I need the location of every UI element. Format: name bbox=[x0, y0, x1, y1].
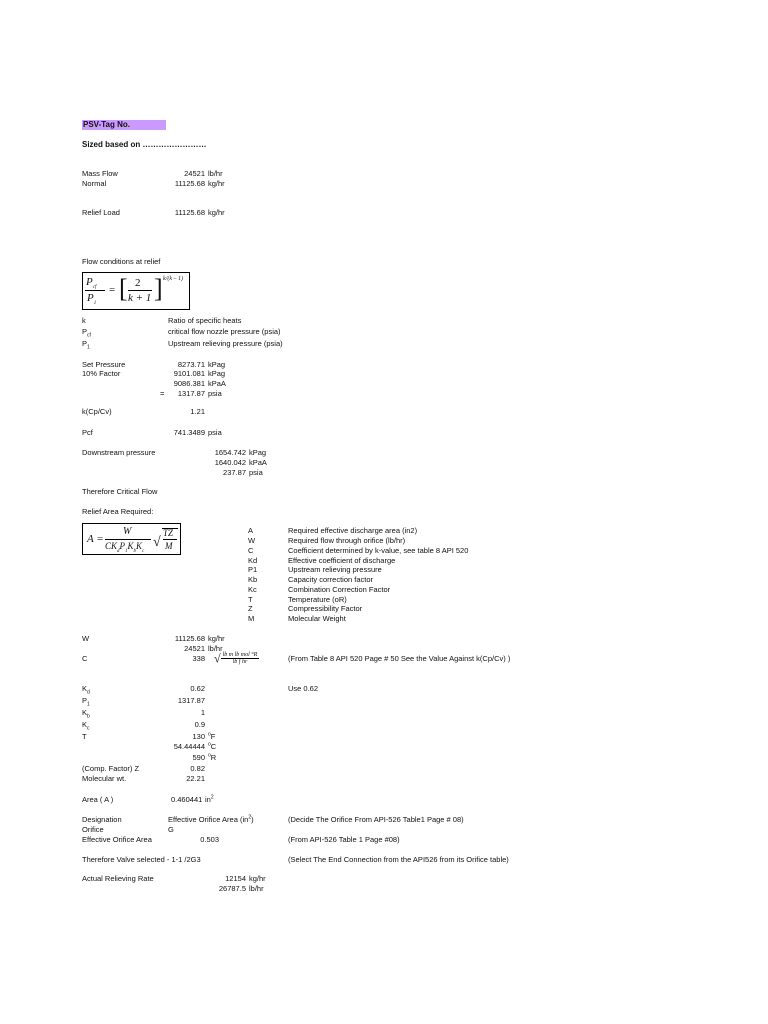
kd-note: Use 0.62 bbox=[288, 684, 319, 693]
eff-area-heading-exp: 2 bbox=[248, 814, 252, 821]
z-label: (Comp. Factor) Z bbox=[82, 764, 140, 773]
psia-unit: psia bbox=[208, 389, 222, 398]
t-r-unit: R bbox=[210, 753, 217, 762]
downstream-psia: 237.87 bbox=[223, 468, 246, 477]
downstream-kpag: 1654.742 bbox=[214, 448, 246, 457]
eff-area-note: (From API-526 Table 1 Page #08) bbox=[288, 835, 400, 844]
c-unit-formula: √ $\frac{\text{lb m lb mol °R}}{\text{lb f hr}}$ bbox=[214, 651, 258, 666]
legend-sym: Kc bbox=[248, 585, 257, 594]
valve-note: (Select The End Connection from the API526 from its Orifice table) bbox=[288, 855, 509, 864]
actual-kg-value: 12154 bbox=[225, 874, 246, 883]
legend-sym: C bbox=[248, 546, 254, 555]
formula-denominator: $CK_dP_1K_bK_c$ bbox=[105, 541, 145, 554]
w-kg-value: 11125.68 bbox=[174, 634, 205, 643]
t-f-value: 130 bbox=[192, 732, 205, 741]
legend-desc: Required effective discharge area (in2) bbox=[288, 526, 418, 535]
z-value: 0.82 bbox=[190, 764, 205, 773]
formula-pcf: P bbox=[86, 276, 93, 288]
def-desc-p1: Upstream relieving pressure (psia) bbox=[168, 339, 283, 348]
psv-tag-label: PSV-Tag No. bbox=[82, 120, 166, 130]
c-unit-num: lb m lb mol °R bbox=[222, 652, 258, 658]
orifice-letter: G bbox=[168, 825, 174, 834]
legend-sym: Z bbox=[248, 604, 253, 613]
def-desc-pcf: critical flow nozzle pressure (psia) bbox=[168, 327, 281, 336]
mw-value: 22.21 bbox=[186, 774, 205, 783]
formula-two: 2 bbox=[135, 277, 141, 289]
designation-note: (Decide The Orifice From API-526 Table1 Page # 08) bbox=[288, 815, 464, 824]
w-lb-value: 24521 bbox=[184, 644, 205, 653]
mass-flow-label: Mass Flow bbox=[82, 169, 118, 178]
bracket-left: [ bbox=[119, 274, 128, 303]
set-pressure-label: Set Pressure bbox=[82, 360, 126, 369]
actual-lb-unit: lb/hr bbox=[249, 884, 264, 893]
eff-area-heading-end: ) bbox=[251, 815, 254, 824]
formula-pcf-sub: cf bbox=[92, 285, 97, 291]
eff-area-value: 0.503 bbox=[200, 835, 219, 844]
formula-exponent: k/(k – 1) bbox=[163, 276, 183, 282]
c-unit-den: lb f hr bbox=[232, 659, 248, 665]
formula-a-equals: = bbox=[97, 533, 104, 545]
legend-desc: Coefficient determined by k-value, see table 8 API 520 bbox=[288, 546, 469, 555]
formula-w: W bbox=[123, 526, 132, 537]
bracket-right: ] bbox=[154, 274, 163, 303]
def-sym-p1: P bbox=[82, 339, 88, 348]
kpaa-unit: kPaA bbox=[208, 379, 226, 388]
c-label: C bbox=[82, 654, 88, 663]
legend-sym: T bbox=[248, 595, 253, 604]
eff-area-label: Effective Orifice Area bbox=[82, 835, 152, 844]
area-value: 0.460441 bbox=[171, 795, 203, 804]
formula-a: A bbox=[87, 533, 94, 545]
kpaa-value: 9086.381 bbox=[173, 379, 205, 388]
downstream-kpaa-unit: kPaA bbox=[249, 458, 267, 467]
relief-load-unit: kg/hr bbox=[208, 208, 225, 217]
w-lb-unit: lb/hr bbox=[208, 644, 223, 653]
formula-main-bar bbox=[105, 539, 151, 540]
kd-sub: d bbox=[87, 689, 90, 696]
downstream-kpaa: 1640.042 bbox=[214, 458, 246, 467]
set-pressure-unit: kPag bbox=[208, 360, 226, 369]
downstream-psia-unit: psia bbox=[249, 468, 263, 477]
kb-value: 1 bbox=[200, 708, 205, 717]
t-f-unit: F bbox=[210, 732, 216, 741]
relief-area-formula bbox=[82, 523, 181, 555]
formula-sqrt-bar bbox=[163, 539, 177, 540]
c-note: (From Table 8 API 520 Page # 50 See the Value Against k(Cp/Cv) ) bbox=[288, 654, 511, 663]
def-desc-k: Ratio of specific heats bbox=[168, 316, 242, 325]
sized-based-on: Sized based on …………………… bbox=[82, 140, 207, 149]
legend-sym: Kd bbox=[248, 556, 258, 565]
t-c-unit: C bbox=[210, 742, 217, 751]
w-kg-unit: kg/hr bbox=[208, 634, 225, 643]
psia-equals: = bbox=[160, 389, 165, 398]
legend-desc: Combination Correction Factor bbox=[288, 585, 391, 594]
t-r-value: 590 bbox=[192, 753, 205, 762]
t-c-value: 54.44444 bbox=[173, 742, 205, 751]
area-unit: in bbox=[205, 795, 211, 804]
t-label: T bbox=[82, 732, 87, 741]
critical-flow-text: Therefore Critical Flow bbox=[82, 487, 158, 496]
p1-value: 1317.87 bbox=[177, 696, 205, 705]
p1-label: P bbox=[82, 696, 88, 705]
kd-value: 0.62 bbox=[190, 684, 205, 693]
orifice-label: Orifice bbox=[82, 825, 104, 834]
formula-fraction-bar bbox=[85, 290, 105, 291]
eff-area-heading: Effective Orifice Area (in bbox=[168, 815, 249, 824]
formula-k-plus-1: k + 1 bbox=[128, 292, 152, 304]
c-value: 338 bbox=[192, 654, 205, 663]
legend-desc: Required flow through orifice (lb/hr) bbox=[288, 536, 406, 545]
downstream-label: Downstream pressure bbox=[82, 448, 156, 457]
normal-value: 11125.68 bbox=[174, 179, 205, 188]
legend-desc: Compressibility Factor bbox=[288, 604, 363, 613]
legend-desc: Molecular Weight bbox=[288, 614, 346, 623]
mass-flow-value: 24521 bbox=[184, 169, 205, 178]
legend-desc: Capacity correction factor bbox=[288, 575, 374, 584]
relief-load-value: 11125.68 bbox=[174, 208, 205, 217]
relief-load-label: Relief Load bbox=[82, 208, 120, 217]
area-exp: 2 bbox=[210, 794, 214, 801]
relief-area-heading: Relief Area Required: bbox=[82, 507, 154, 516]
legend-sym: M bbox=[248, 614, 255, 623]
psia-value: 1317.87 bbox=[177, 389, 205, 398]
legend-desc: Effective coefficient of discharge bbox=[288, 556, 396, 565]
w-label: W bbox=[82, 634, 90, 643]
sqrt-sign: √ bbox=[153, 535, 161, 550]
kc-label: K bbox=[82, 720, 88, 729]
formula-p1-sub: 1 bbox=[93, 301, 97, 307]
k-label: k(Cp/Cv) bbox=[82, 407, 112, 416]
mw-label: Molecular wt. bbox=[82, 774, 127, 783]
normal-unit: kg/hr bbox=[208, 179, 225, 188]
set-pressure-value: 8273.71 bbox=[177, 360, 205, 369]
def-sym-pcf: P bbox=[82, 327, 88, 336]
def-sym-k: k bbox=[82, 316, 86, 325]
kb-label: K bbox=[82, 708, 88, 717]
formula-inner-fraction-bar bbox=[128, 290, 152, 291]
def-sub-pcf: cf bbox=[87, 332, 91, 339]
critical-pressure-formula bbox=[82, 272, 190, 310]
deg-sign: o bbox=[208, 731, 211, 738]
pcf-label: Pcf bbox=[82, 428, 93, 437]
valve-selected: Therefore Valve selected - 1-1 /2G3 bbox=[82, 855, 201, 864]
area-label: Area ( A ) bbox=[82, 795, 114, 804]
legend-sym: Kb bbox=[248, 575, 258, 584]
normal-label: Normal bbox=[82, 179, 107, 188]
legend-sym: W bbox=[248, 536, 256, 545]
formula-m: M bbox=[165, 541, 173, 551]
k-value: 1.21 bbox=[190, 407, 205, 416]
formula-p1: P bbox=[87, 292, 94, 304]
downstream-kpag-unit: kPag bbox=[249, 448, 267, 457]
mass-flow-unit: lb/hr bbox=[208, 169, 223, 178]
def-sub-p1: 1 bbox=[87, 344, 90, 351]
deg-sign: o bbox=[208, 741, 211, 748]
factor-value: 9101.081 bbox=[173, 369, 205, 378]
factor-label: 10% Factor bbox=[82, 369, 121, 378]
actual-lb-value: 26787.5 bbox=[218, 884, 246, 893]
kd-label: K bbox=[82, 684, 88, 693]
designation-label: Designation bbox=[82, 815, 122, 824]
formula-tz: TZ bbox=[163, 528, 174, 538]
kb-sub: b bbox=[87, 713, 90, 720]
formula-equals: = bbox=[109, 284, 116, 296]
pcf-value: 741.3489 bbox=[173, 428, 205, 437]
p1-sub: 1 bbox=[87, 701, 90, 708]
legend-sym: A bbox=[248, 526, 254, 535]
legend-desc: Upstream relieving pressure bbox=[288, 565, 382, 574]
factor-unit: kPag bbox=[208, 369, 226, 378]
pcf-unit: psia bbox=[208, 428, 222, 437]
flow-conditions-heading: Flow conditions at relief bbox=[82, 257, 161, 266]
kc-value: 0.9 bbox=[194, 720, 205, 729]
actual-kg-unit: kg/hr bbox=[249, 874, 266, 883]
legend-sym: P1 bbox=[248, 565, 258, 574]
deg-sign: o bbox=[208, 752, 211, 759]
legend-desc: Temperature (oR) bbox=[288, 595, 347, 604]
kc-sub: c bbox=[87, 725, 90, 732]
actual-relieving-label: Actual Relieving Rate bbox=[82, 874, 154, 883]
